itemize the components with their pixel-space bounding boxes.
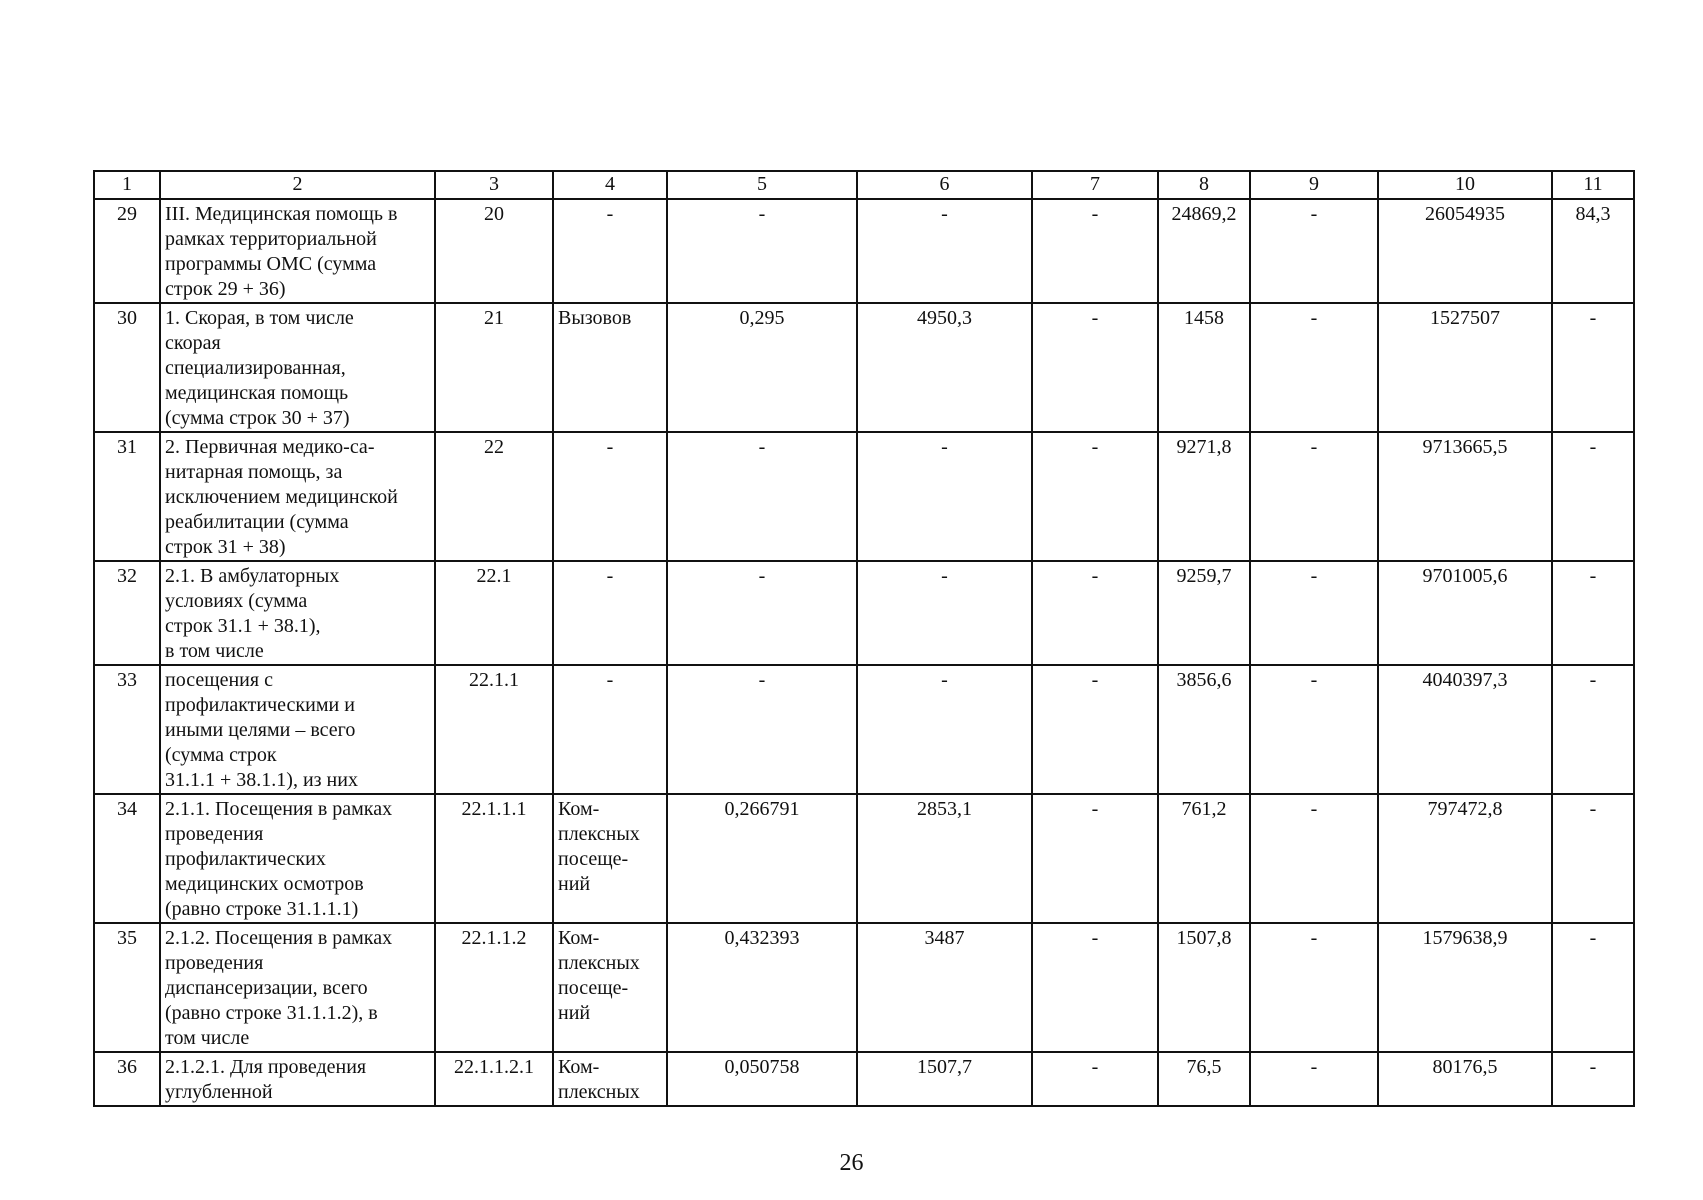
- column-header: 1: [94, 171, 160, 199]
- page-number: 26: [839, 1150, 864, 1176]
- row-col11: -: [1552, 1052, 1634, 1106]
- column-header: 5: [667, 171, 857, 199]
- column-header: 11: [1552, 171, 1634, 199]
- row-col6: -: [857, 665, 1032, 794]
- row-col7: -: [1032, 665, 1158, 794]
- row-unit: -: [553, 199, 667, 303]
- row-col6: -: [857, 199, 1032, 303]
- row-col9: -: [1250, 432, 1378, 561]
- row-col8: 1458: [1158, 303, 1250, 432]
- row-col10: 9701005,6: [1378, 561, 1552, 665]
- row-name: посещения с профилактическими и иными целями – всего (сумма строк 31.1.1 + 38.1.1), из них: [160, 665, 435, 794]
- row-unit: Ком- плексных посеще- ний: [553, 923, 667, 1052]
- row-code: 21: [435, 303, 553, 432]
- row-name: 2.1. В амбулаторных условиях (сумма строк 31.1 + 38.1), в том числе: [160, 561, 435, 665]
- column-header: 7: [1032, 171, 1158, 199]
- row-col6: 1507,7: [857, 1052, 1032, 1106]
- row-number: 34: [94, 794, 160, 923]
- column-header: 4: [553, 171, 667, 199]
- table-row: [94, 561, 1634, 665]
- row-number: 29: [94, 199, 160, 303]
- row-col11: -: [1552, 432, 1634, 561]
- column-header: 10: [1378, 171, 1552, 199]
- table-row: [94, 794, 1634, 923]
- row-name: 2.1.2.1. Для проведения углубленной: [160, 1052, 435, 1106]
- row-col6: 3487: [857, 923, 1032, 1052]
- row-code: 22.1.1.2: [435, 923, 553, 1052]
- row-unit: Ком- плексных посеще- ний: [553, 794, 667, 923]
- row-col6: 2853,1: [857, 794, 1032, 923]
- row-unit: Вызовов: [553, 303, 667, 432]
- row-code: 22.1.1.1: [435, 794, 553, 923]
- row-unit: Ком- плексных: [553, 1052, 667, 1106]
- row-col9: -: [1250, 1052, 1378, 1106]
- row-col9: -: [1250, 199, 1378, 303]
- row-col9: -: [1250, 665, 1378, 794]
- row-col10: 1579638,9: [1378, 923, 1552, 1052]
- header-row: [94, 171, 1634, 199]
- row-number: 33: [94, 665, 160, 794]
- row-col7: -: [1032, 199, 1158, 303]
- row-name: III. Медицинская помощь в рамках территориальной программы ОМС (сумма строк 29 + 36): [160, 199, 435, 303]
- row-col8: 9259,7: [1158, 561, 1250, 665]
- row-name: 1. Скорая, в том числе скорая специализированная, медицинская помощь (сумма строк 30 + 37): [160, 303, 435, 432]
- row-unit: -: [553, 432, 667, 561]
- row-col5: 0,266791: [667, 794, 857, 923]
- row-col10: 4040397,3: [1378, 665, 1552, 794]
- row-col11: -: [1552, 665, 1634, 794]
- table-row: [94, 432, 1634, 561]
- row-col11: -: [1552, 303, 1634, 432]
- row-code: 22.1.1.2.1: [435, 1052, 553, 1106]
- row-code: 22: [435, 432, 553, 561]
- row-col7: -: [1032, 923, 1158, 1052]
- row-col7: -: [1032, 303, 1158, 432]
- row-col8: 3856,6: [1158, 665, 1250, 794]
- row-col9: -: [1250, 561, 1378, 665]
- row-col8: 761,2: [1158, 794, 1250, 923]
- row-code: 22.1: [435, 561, 553, 665]
- row-code: 20: [435, 199, 553, 303]
- table-row: [94, 923, 1634, 1052]
- row-number: 31: [94, 432, 160, 561]
- row-col10: 1527507: [1378, 303, 1552, 432]
- row-name: 2.1.2. Посещения в рамках проведения диспансеризации, всего (равно строке 31.1.1.2), в том числе: [160, 923, 435, 1052]
- row-code: 22.1.1: [435, 665, 553, 794]
- column-header: 2: [160, 171, 435, 199]
- row-col11: -: [1552, 794, 1634, 923]
- row-col10: 797472,8: [1378, 794, 1552, 923]
- row-number: 36: [94, 1052, 160, 1106]
- row-unit: -: [553, 665, 667, 794]
- table-row: [94, 665, 1634, 794]
- row-col11: -: [1552, 561, 1634, 665]
- row-col10: 80176,5: [1378, 1052, 1552, 1106]
- row-col7: -: [1032, 432, 1158, 561]
- row-col9: -: [1250, 794, 1378, 923]
- row-col9: -: [1250, 923, 1378, 1052]
- row-col5: 0,295: [667, 303, 857, 432]
- row-col5: 0,432393: [667, 923, 857, 1052]
- row-col5: -: [667, 561, 857, 665]
- row-col6: -: [857, 561, 1032, 665]
- row-col8: 76,5: [1158, 1052, 1250, 1106]
- row-col6: 4950,3: [857, 303, 1032, 432]
- row-col11: -: [1552, 923, 1634, 1052]
- row-col9: -: [1250, 303, 1378, 432]
- row-col5: -: [667, 432, 857, 561]
- column-header: 8: [1158, 171, 1250, 199]
- row-col10: 26054935: [1378, 199, 1552, 303]
- table-row: [94, 199, 1634, 303]
- row-col7: -: [1032, 1052, 1158, 1106]
- row-col11: 84,3: [1552, 199, 1634, 303]
- row-number: 30: [94, 303, 160, 432]
- row-unit: -: [553, 561, 667, 665]
- column-header: 9: [1250, 171, 1378, 199]
- row-col8: 1507,8: [1158, 923, 1250, 1052]
- row-name: 2. Первичная медико-са- нитарная помощь, за исключением медицинской реабилитации (сумма строк 31 + 38): [160, 432, 435, 561]
- row-number: 35: [94, 923, 160, 1052]
- row-number: 32: [94, 561, 160, 665]
- row-col5: -: [667, 199, 857, 303]
- row-col5: -: [667, 665, 857, 794]
- row-name: 2.1.1. Посещения в рамках проведения профилактических медицинских осмотров (равно строке 31.1.1.1): [160, 794, 435, 923]
- column-header: 3: [435, 171, 553, 199]
- row-col7: -: [1032, 794, 1158, 923]
- row-col8: 24869,2: [1158, 199, 1250, 303]
- column-header: 6: [857, 171, 1032, 199]
- row-col10: 9713665,5: [1378, 432, 1552, 561]
- row-col8: 9271,8: [1158, 432, 1250, 561]
- row-col5: 0,050758: [667, 1052, 857, 1106]
- table-row: [94, 303, 1634, 432]
- row-col6: -: [857, 432, 1032, 561]
- table-row: [94, 1052, 1634, 1106]
- row-col7: -: [1032, 561, 1158, 665]
- data-table: [93, 170, 1635, 1107]
